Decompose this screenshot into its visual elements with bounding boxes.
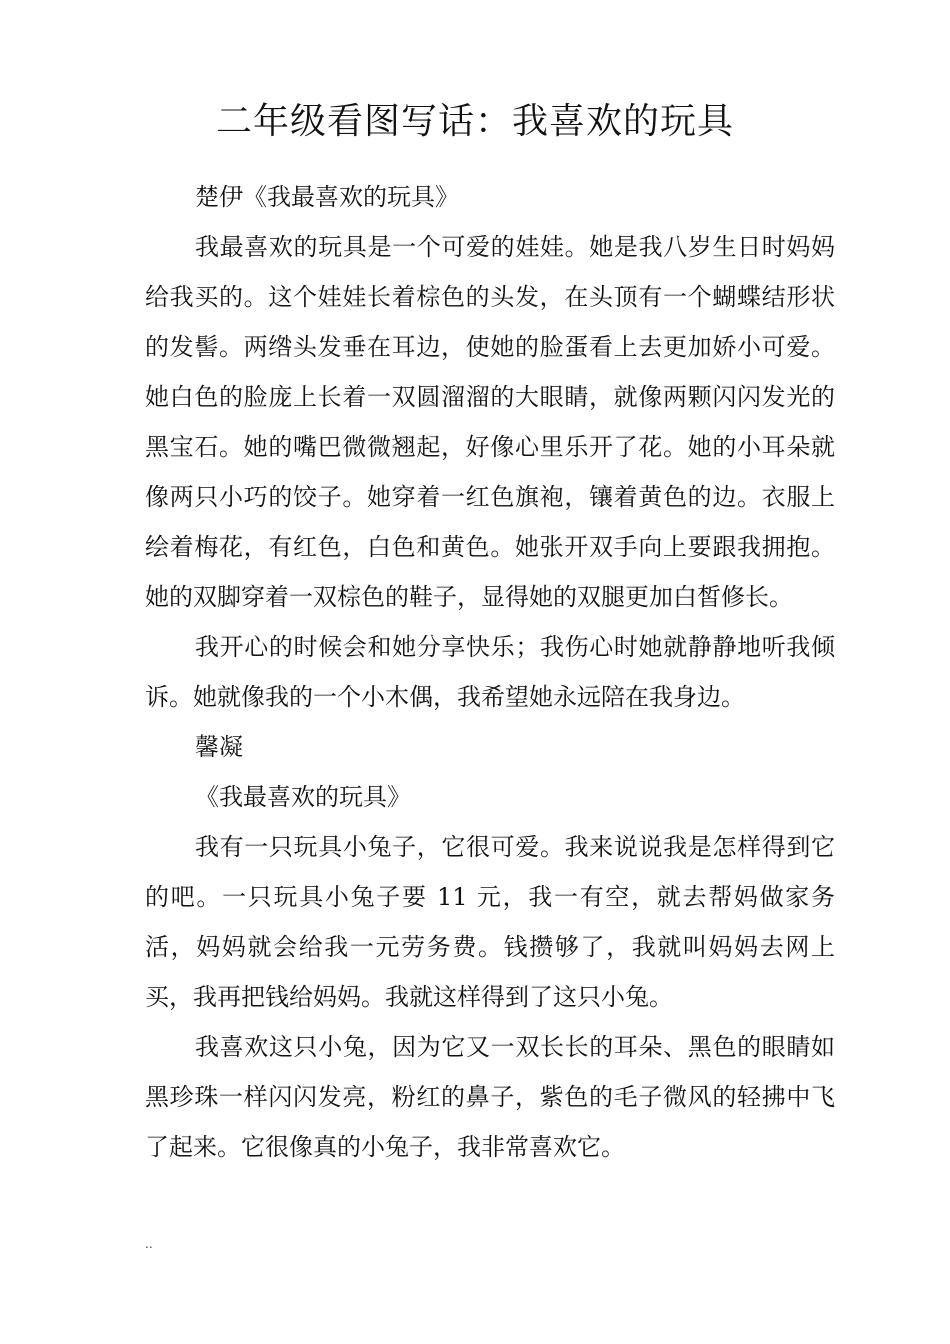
paragraph-doll-feelings: 我开心的时候会和她分享快乐；我伤心时她就静静地听我倾诉。她就像我的一个小木偶，我希望她永远陪在我身边。 xyxy=(145,633,835,711)
paragraph-author-title-1: 楚伊《我最喜欢的玩具》 xyxy=(195,183,459,211)
paragraph-rabbit-story: 我有一只玩具小兔子，它很可爱。我来说说我是怎样得到它的吧。一只玩具小兔子要 11 元，我一有空，就去帮妈做家务活，妈妈就会给我一元劳务费。钱攒够了，我就叫妈妈去网上买，我再把钱给妈妈。我就这样得到了这只小兔。 xyxy=(145,833,835,1011)
paragraph-author-2: 馨凝 xyxy=(195,733,243,761)
paragraph-title-2: 《我最喜欢的玩具》 xyxy=(195,783,411,811)
document-body xyxy=(145,172,835,1172)
document-title: 二年级看图写话：我喜欢的玩具 xyxy=(215,101,734,142)
footer-mark: .. xyxy=(145,1237,153,1251)
paragraph-doll-description: 我最喜欢的玩具是一个可爱的娃娃。她是我八岁生日时妈妈给我买的。这个娃娃长着棕色的头发，在头顶有一个蝴蝶结形状的发髻。两绺头发垂在耳边，使她的脸蛋看上去更加娇小可爱。她白色的脸庞上长着一双圆溜溜的大眼睛，就像两颗闪闪发光的黑宝石。她的嘴巴微微翘起，好像心里乐开了花。她的小耳朵就像两只小巧的饺子。她穿着一红色旗袍，镶着黄色的边。衣服上绘着梅花，有红色，白色和黄色。她张开双手向上要跟我拥抱。她的双脚穿着一双棕色的鞋子，显得她的双腿更加白皙修长。 xyxy=(145,233,835,611)
paragraph-rabbit-description: 我喜欢这只小兔，因为它又一双长长的耳朵、黑色的眼睛如黑珍珠一样闪闪发亮，粉红的鼻子，紫色的毛子微风的轻拂中飞了起来。它很像真的小兔子，我非常喜欢它。 xyxy=(145,1033,835,1161)
